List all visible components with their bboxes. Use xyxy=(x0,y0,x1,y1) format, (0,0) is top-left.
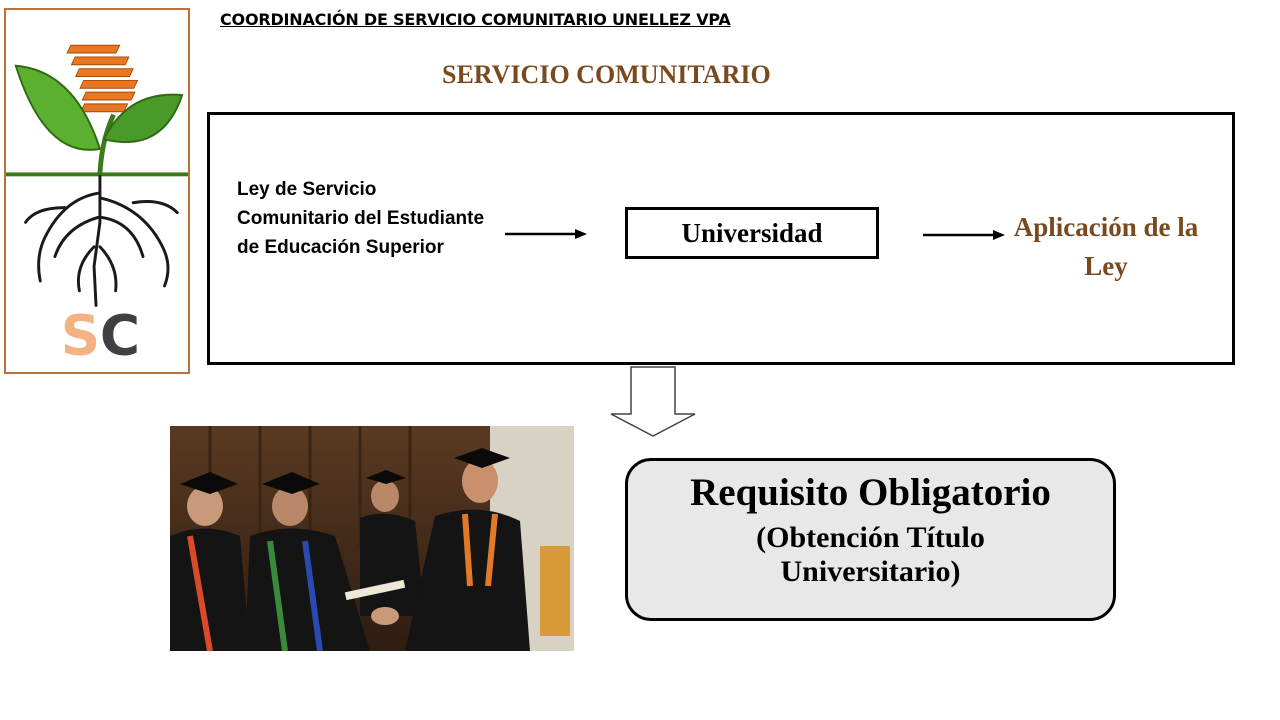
page-title: SERVICIO COMUNITARIO xyxy=(442,60,771,89)
plant-roots-logo-icon xyxy=(6,10,188,372)
university-node xyxy=(625,207,879,259)
requirement-box xyxy=(625,458,1116,621)
arrow-down-icon xyxy=(609,366,697,438)
arrow-right-icon xyxy=(505,225,587,243)
university-label: Universidad xyxy=(681,217,823,248)
logo-letter-c: C xyxy=(99,303,141,368)
coordination-title: COORDINACIÓN DE SERVICIO COMUNITARIO UNELLEZ VPA xyxy=(220,10,731,29)
law-node: Ley de Servicio Comunitario del Estudiante de Educación Superior xyxy=(237,179,485,258)
logo-letter-s: S xyxy=(60,303,101,368)
graduation-photo xyxy=(170,426,574,651)
requirement-subtitle: (Obtención Título Universitario) xyxy=(756,521,985,588)
application-node: Aplicación de la Ley xyxy=(1013,212,1199,281)
requirement-title: Requisito Obligatorio xyxy=(690,471,1051,514)
logo xyxy=(4,8,190,374)
graduation-ceremony-photo-icon xyxy=(170,426,574,651)
arrow-right-icon xyxy=(923,226,1005,244)
